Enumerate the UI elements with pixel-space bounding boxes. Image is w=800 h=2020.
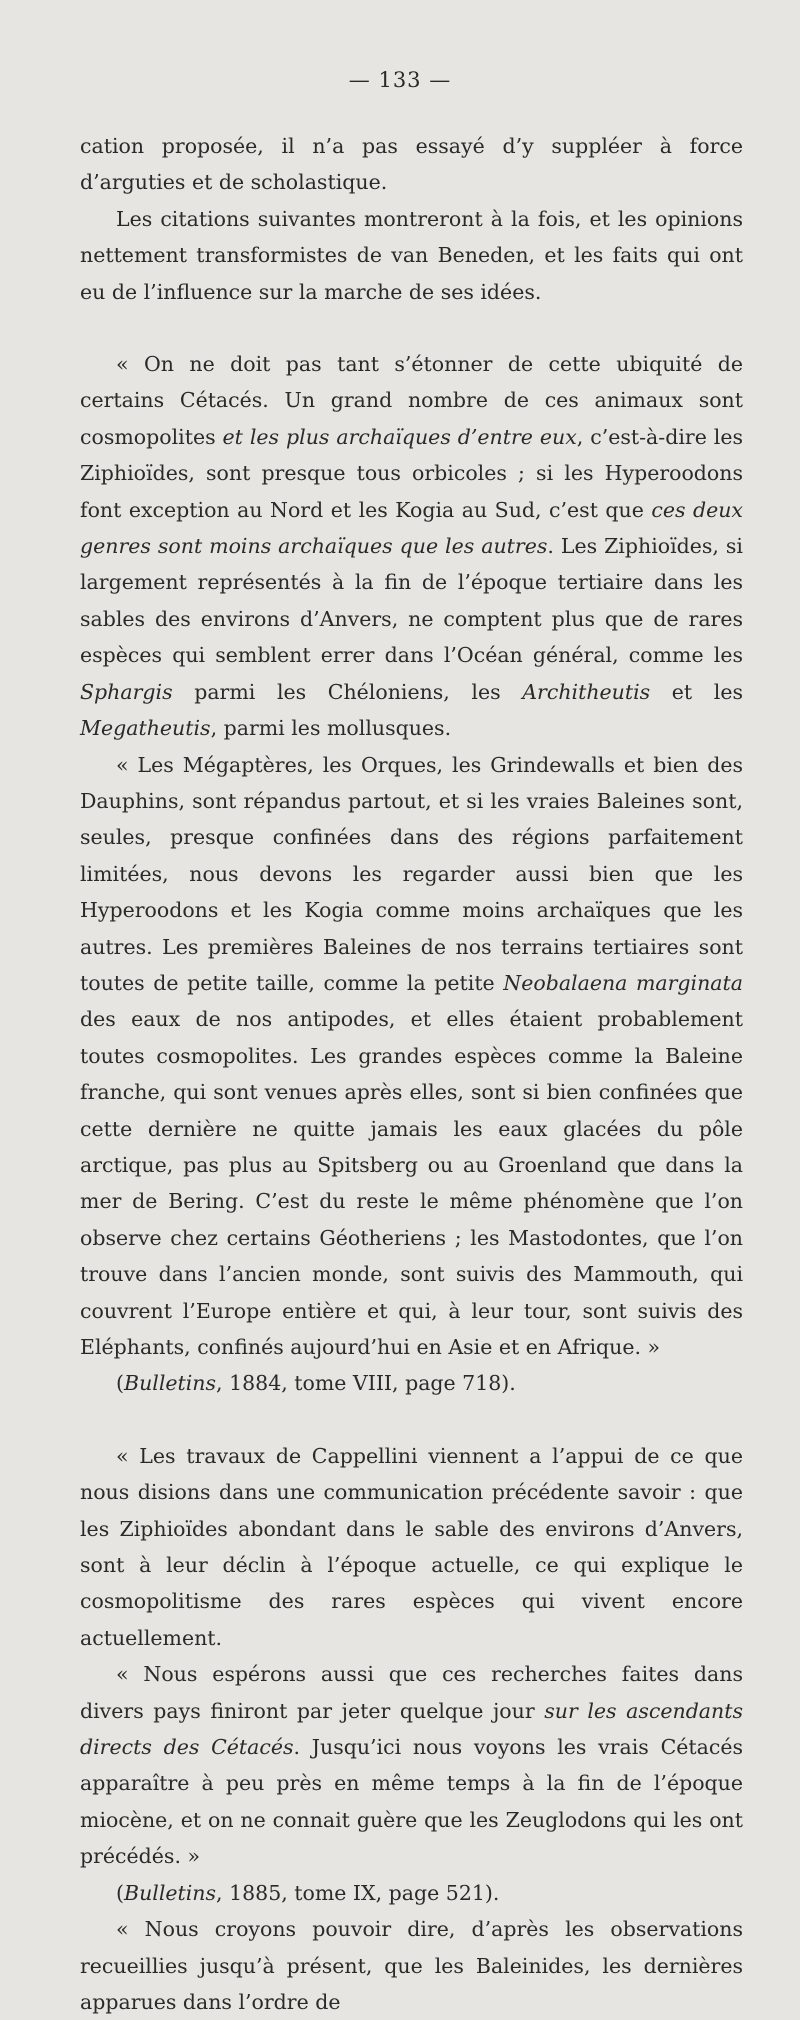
quote-paragraph-5: « Nous croyons pouvoir dire, d’après les observations recueillies jusqu’à présent, que les Baleinides, les dernières apparues dans l’ordre de bbox=[80, 1917, 743, 2014]
quote-paragraph-2: « Les Mégaptères, les Orques, les Grindewalls et bien des Dauphins, sont répandus partout, et si les vraies Baleines sont, seules, presque confinées dans des régions parfaitement limitées, nous devons les regarder aussi bien que les Hyperoodons et les Kogia comme moins archaïques que les autres. Les premières Baleines de nos terrains tertiaires sont toutes de petite taille, comme la petite Neobalaena marginata des eaux de nos antipodes, et elles étaient probablement toutes cosmopolites. Les grandes espèces comme la Baleine franche, qui sont venues après elles, sont si bien confinées que cette dernière ne quitte jamais les eaux glacées du pôle arctique, pas plus au Spitsberg ou au Groenland que dans la mer de Bering. C’est du reste le même phénomène que l’on observe chez certains Géotheriens ; les Mastodontes, que l’on trouve dans l’ancien monde, sont suivis des Mammouth, qui couvrent l’Europe entière et qui, à leur tour, sont suivis des Eléphants, confinés aujourd’hui en Asie et en Afrique. » bbox=[80, 752, 743, 1359]
page-number: — 133 — bbox=[348, 68, 452, 92]
paragraph-continuation: cation proposée, il n’a pas essayé d’y suppléer à force d’arguties et de scholastique. bbox=[80, 134, 743, 195]
quote-paragraph-1: « On ne doit pas tant s’étonner de cette ubiquité de certains Cétacés. Un grand nombre de ces animaux sont cosmopolites et les plus archaïques d’entre eux, c’est-à-dire les Ziphioïdes, sont presque tous orbicoles ; si les Hyperoodons font exception au Nord et les Kogia au Sud, c’est que ces deux genres sont moins archaïques que les autres. Les Ziphioïdes, si largement représentés à la fin de l’époque tertiaire dans les sables des environs d’Anvers, ne comptent plus que de rares espèces qui semblent errer dans l’Océan général, comme les Sphargis parmi les Chéloniens, les Architheutis et les Megatheutis, parmi les mollusques. bbox=[80, 352, 743, 741]
quote-paragraph-4: « Nous espérons aussi que ces recherches faites dans divers pays finiront par jeter quelque jour sur les ascendants directs des Cétacés. Jusqu’ici nous voyons les vrais Cétacés apparaître à peu près en même temps à la fin de l’époque miocène, et on ne connait guère que les Zeuglodons qui les ont précédés. » bbox=[80, 1662, 743, 1869]
body-text bbox=[80, 128, 743, 2020]
paragraph-intro: Les citations suivantes montreront à la fois, et les opinions nettement transformistes de van Beneden, et les faits qui ont eu de l’influence sur la marche de ses idées. bbox=[80, 206, 743, 304]
citation-2: (Bulletins, 1885, tome IX, page 521). bbox=[116, 1880, 500, 1905]
citation-1: (Bulletins, 1884, tome VIII, page 718). bbox=[116, 1371, 516, 1396]
quote-paragraph-3: « Les travaux de Cappellini viennent a l’appui de ce que nous disions dans une communication précédente savoir : que les Ziphioïdes abondant dans le sable des environs d’Anvers, sont à leur déclin à l’époque actuelle, ce qui explique le cosmopolitisme des rares espèces qui vivent encore actuellement. bbox=[80, 1443, 743, 1650]
